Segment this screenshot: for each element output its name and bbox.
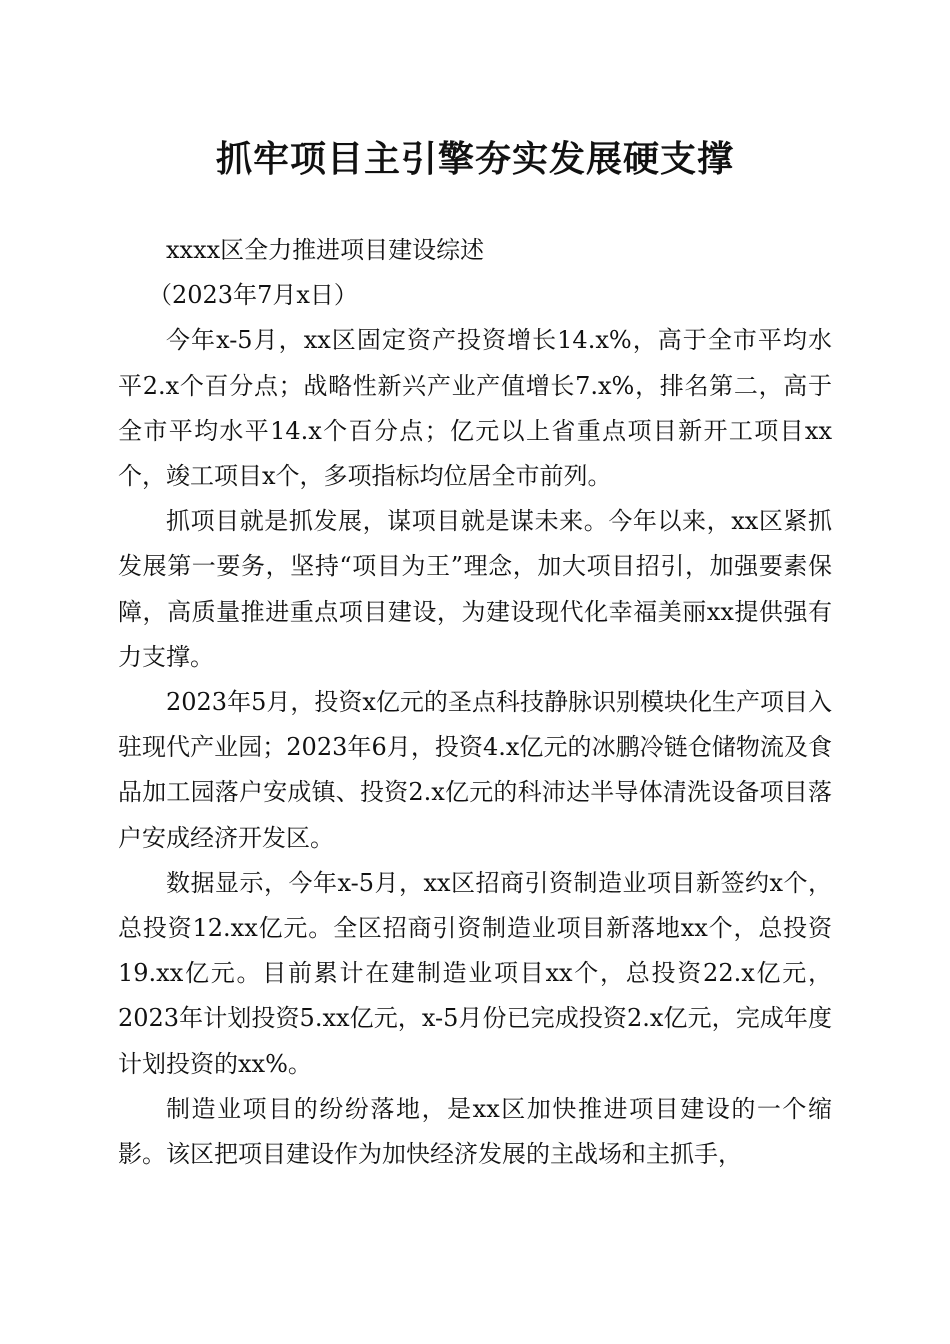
paragraph: 数据显示，今年x-5月，xx区招商引资制造业项目新签约x个，总投资12.xx亿元。全区招商引资制造业项目新落地xx个，总投资19.xx亿元。目前累计在建制造业项目xx个，总投资22.x亿元，2023年计划投资5.xx亿元，x-5月份已完成投资2.x亿元，完成年度计划投资的xx%。	[118, 868, 832, 1078]
paragraph: 制造业项目的纷纷落地，是xx区加快推进项目建设的一个缩影。该区把项目建设作为加快经济发展的主战场和主抓手，	[118, 1094, 832, 1169]
paragraph: 2023年5月，投资x亿元的圣点科技静脉识别模块化生产项目入驻现代产业园；2023年6月，投资4.x亿元的冰鹏冷链仓储物流及食品加工园落户安成镇、投资2.x亿元的科沛达半导体清洗设备项目落户安成经济开发区。	[118, 688, 832, 852]
document-title: 抓牢项目主引擎夯实发展硬支撑	[215, 138, 734, 180]
document-subtitle: xxxx区全力推进项目建设综述	[166, 236, 485, 264]
document-date: （2023年7月x日）	[148, 281, 358, 310]
document-body	[118, 228, 832, 1177]
paragraph: 抓项目就是抓发展，谋项目就是谋未来。今年以来，xx区紧抓发展第一要务，坚持“项目为王”理念，加大项目招引，加强要素保障，高质量推进重点项目建设，为建设现代化幸福美丽xx提供强有力支撑。	[118, 507, 832, 671]
paragraph: 今年x-5月，xx区固定资产投资增长14.x%，高于全市平均水平2.x个百分点；战略性新兴产业产值增长7.x%，排名第二，高于全市平均水平14.x个百分点；亿元以上省重点项目新开工项目xx个，竣工项目x个，多项指标均位居全市前列。	[118, 326, 832, 491]
